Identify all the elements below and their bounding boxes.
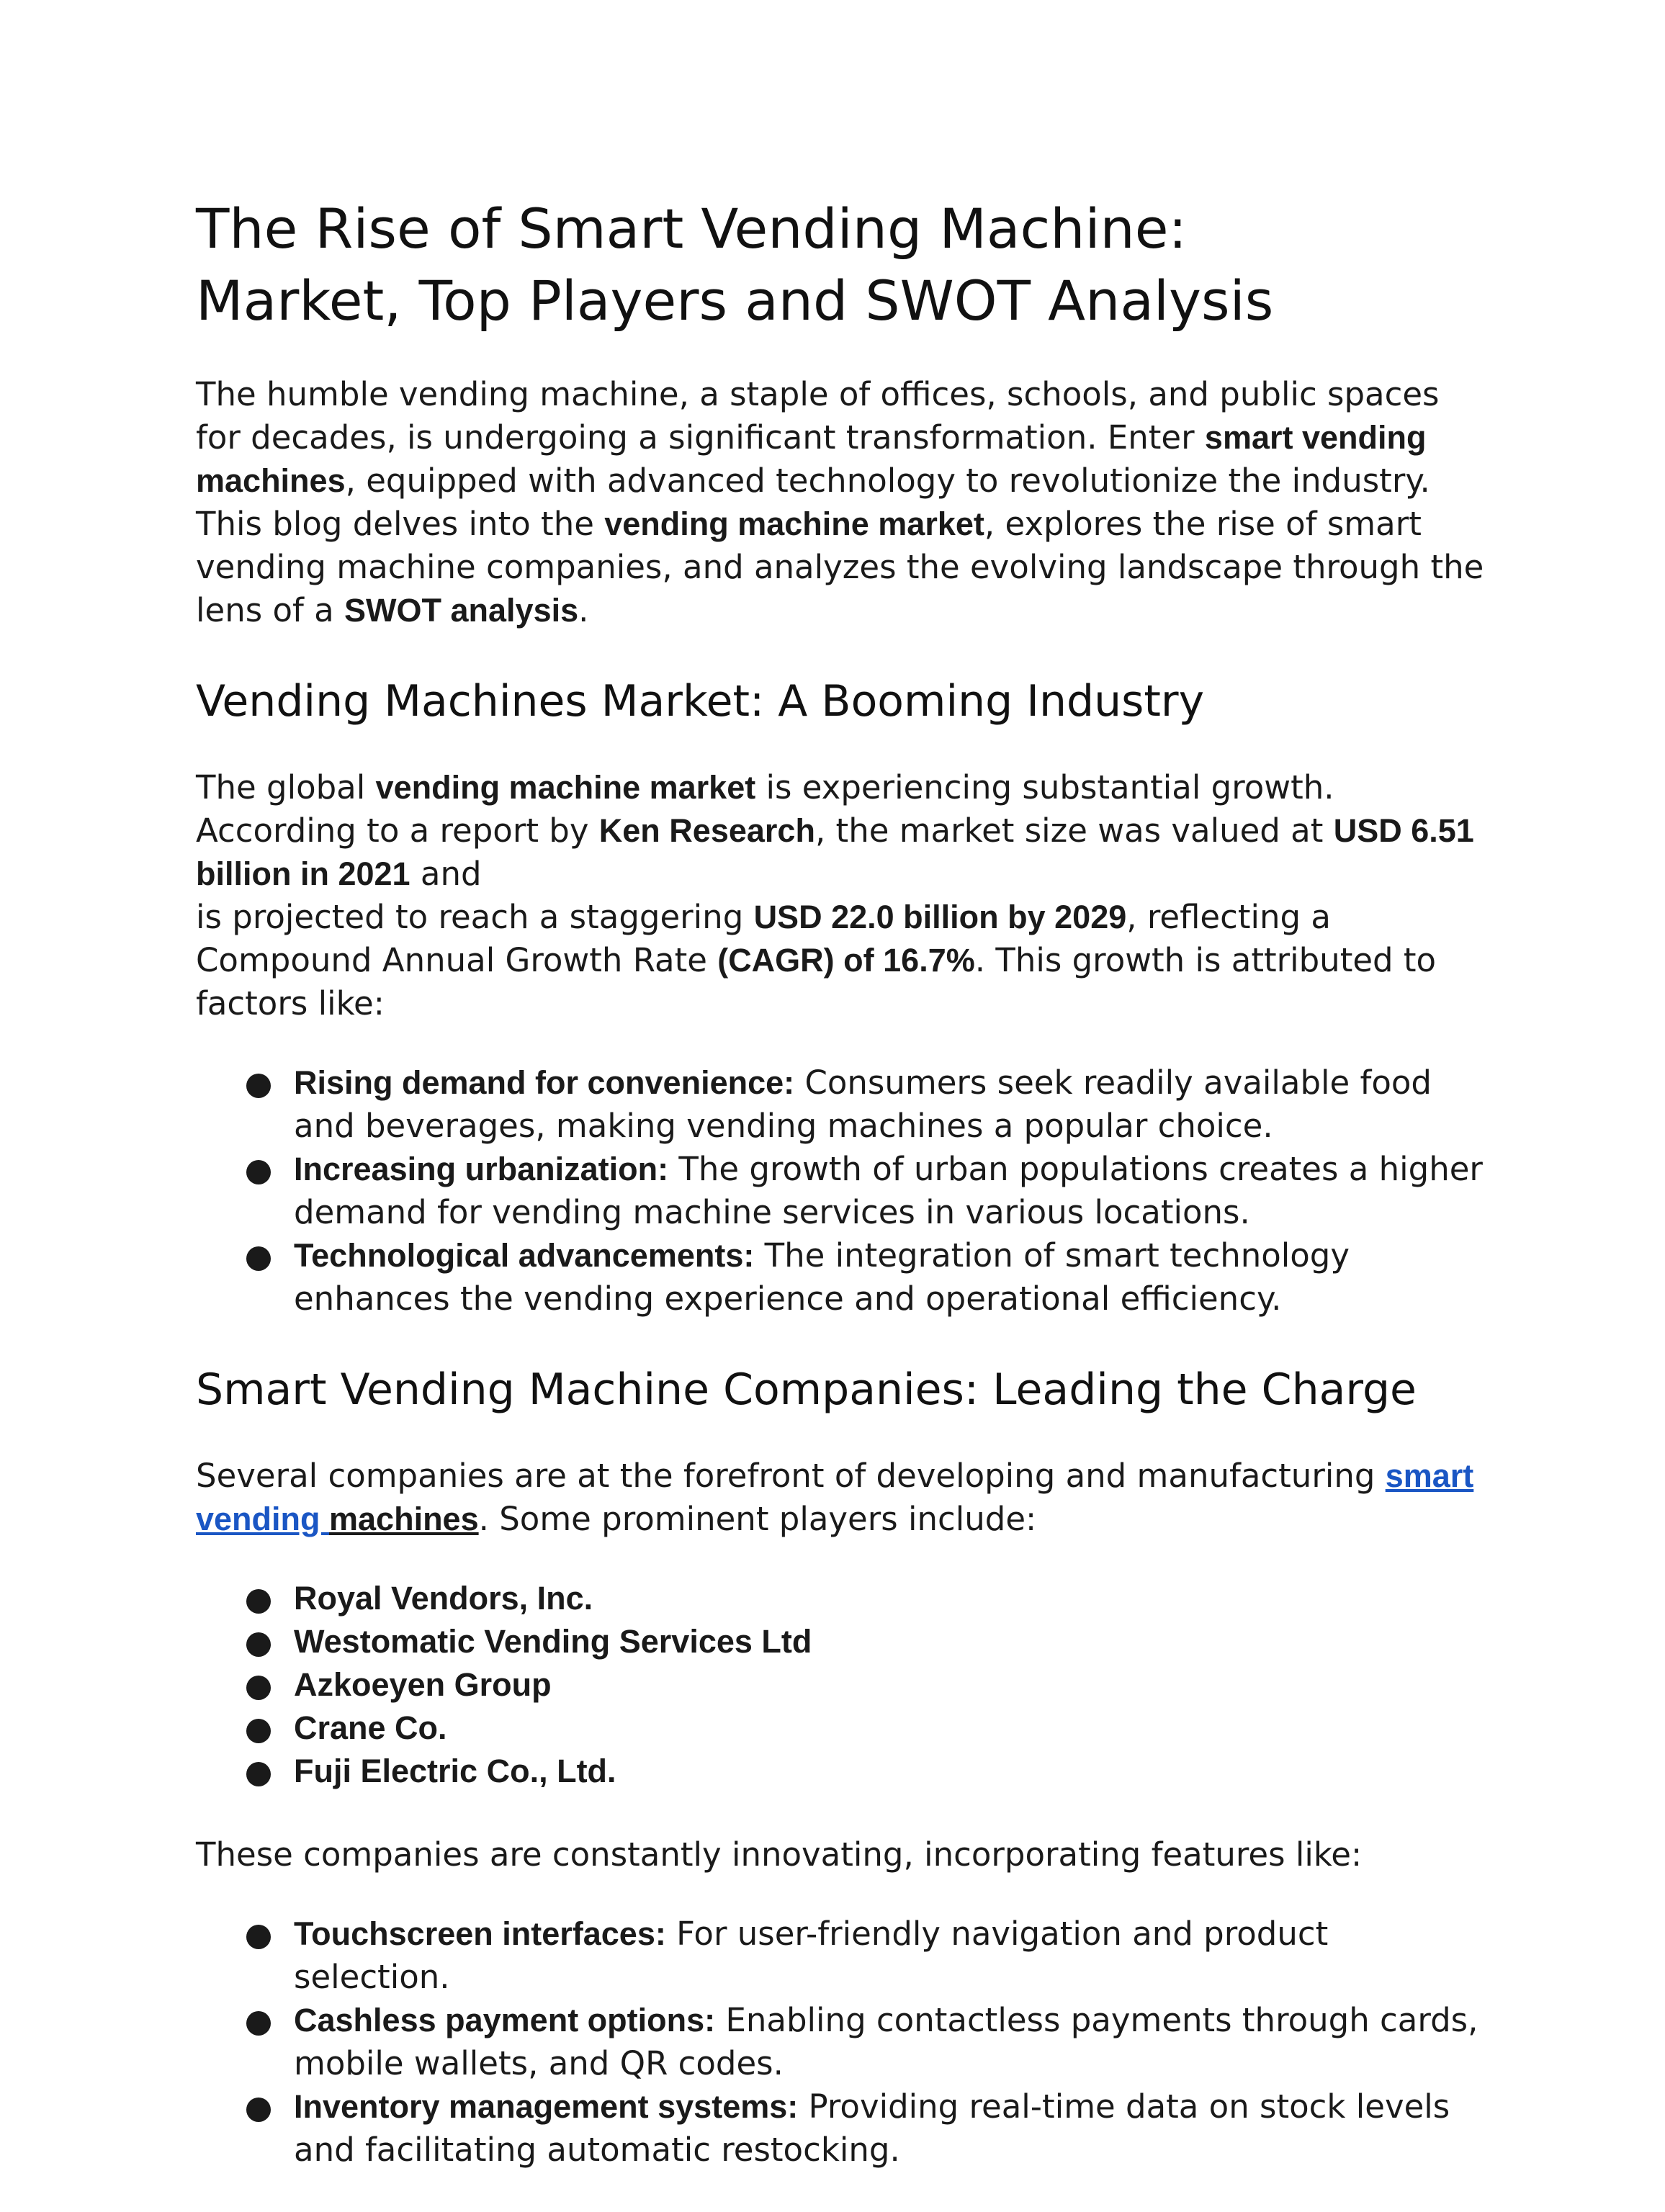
intro-text-2: , equipped with advanced technology to revolutionize the industry. This blog delves into the bbox=[196, 462, 1430, 543]
title-line-1: The Rise of Smart Vending Machine: bbox=[196, 197, 1188, 261]
feature-label: Inventory management systems: bbox=[294, 2088, 799, 2125]
list-item bbox=[196, 1234, 1492, 1321]
list-item bbox=[196, 1663, 1492, 1707]
intro-bold-3: SWOT analysis bbox=[344, 592, 579, 629]
bullet-icon bbox=[246, 1160, 271, 1184]
player-name: Royal Vendors, Inc. bbox=[294, 1580, 593, 1617]
market-heading: Vending Machines Market: A Booming Industry bbox=[196, 676, 1205, 727]
market-text-6: , reflecting a Compound Annual Growth Rate bbox=[196, 898, 1331, 979]
companies-paragraph bbox=[196, 1455, 1492, 1541]
players-list bbox=[196, 1577, 1492, 1793]
list-item bbox=[196, 1061, 1492, 1148]
intro-bold-1: smart vending machines bbox=[196, 419, 1427, 499]
title-line-2: Market, Top Players and SWOT Analysis bbox=[196, 269, 1274, 333]
market-bold-2: Ken Research bbox=[598, 812, 815, 849]
market-text-2: is experiencing substantial growth. According to a report by bbox=[196, 768, 1334, 850]
bullet-icon bbox=[246, 1762, 271, 1786]
market-bold-5: (CAGR) of 16.7% bbox=[717, 942, 975, 979]
market-bold-3: USD 6.51 billion in 2021 bbox=[196, 812, 1474, 892]
document-page bbox=[196, 193, 1492, 2212]
intro-bold-2: vending machine market bbox=[604, 505, 984, 542]
list-item bbox=[196, 1707, 1492, 1750]
bullet-icon bbox=[246, 1589, 271, 1614]
machines-link[interactable]: machines bbox=[329, 1501, 479, 1537]
player-name: Azkoeyen Group bbox=[294, 1666, 552, 1703]
intro-text-3: , explores the rise of smart vending machine companies, and analyzes the evolving landscape through the lens of a bbox=[196, 505, 1484, 629]
market-text-3: , the market size was valued at bbox=[814, 811, 1334, 850]
bullet-icon bbox=[246, 1719, 271, 1743]
bullet-icon bbox=[246, 1246, 271, 1271]
bullet-icon bbox=[246, 1676, 271, 1700]
bullet-icon bbox=[246, 1074, 271, 1098]
companies-text-2: . Some prominent players include: bbox=[478, 1500, 1037, 1538]
bullet-icon bbox=[246, 2098, 271, 2122]
market-bold-4: USD 22.0 billion by 2029 bbox=[753, 899, 1127, 935]
list-item bbox=[196, 1750, 1492, 1793]
features-list bbox=[196, 1912, 1492, 2172]
feature-text: For user-friendly navigation and product selection. bbox=[294, 1915, 1329, 1996]
factor-text: Consumers seek readily available food and beverages, making vending machines a popular choice. bbox=[294, 1064, 1432, 1145]
list-item bbox=[196, 1999, 1492, 2085]
list-item bbox=[196, 1620, 1492, 1663]
list-item bbox=[196, 1912, 1492, 1999]
growth-factors-list bbox=[196, 1061, 1492, 1321]
bullet-icon bbox=[246, 1632, 271, 1657]
factor-label: Rising demand for convenience: bbox=[294, 1064, 795, 1101]
companies-heading: Smart Vending Machine Companies: Leading the Charge bbox=[196, 1364, 1417, 1415]
companies-text-1: Several companies are at the forefront of developing and manufacturing bbox=[196, 1457, 1386, 1495]
intro-text-1: The humble vending machine, a staple of offices, schools, and public spaces for decades, is undergoing a significant transformation. Enter bbox=[196, 375, 1440, 457]
feature-label: Cashless payment options: bbox=[294, 2002, 716, 2038]
list-item bbox=[196, 1577, 1492, 1620]
page-title bbox=[196, 193, 1492, 337]
market-bold-1: vending machine market bbox=[375, 769, 756, 806]
feature-label: Touchscreen interfaces: bbox=[294, 1915, 666, 1952]
intro-paragraph bbox=[196, 373, 1492, 632]
market-text-4: and bbox=[410, 855, 482, 893]
market-paragraph bbox=[196, 766, 1492, 1025]
factor-label: Technological advancements: bbox=[294, 1237, 755, 1274]
player-name: Crane Co. bbox=[294, 1709, 447, 1746]
player-name: Fuji Electric Co., Ltd. bbox=[294, 1753, 616, 1789]
factor-label: Increasing urbanization: bbox=[294, 1151, 669, 1187]
player-name: Westomatic Vending Services Ltd bbox=[294, 1623, 812, 1660]
intro-text-4: . bbox=[578, 591, 589, 629]
market-text-5: is projected to reach a staggering bbox=[196, 898, 754, 936]
feature-text: Providing real-time data on stock levels and facilitating automatic restocking. bbox=[294, 2087, 1450, 2169]
list-item bbox=[196, 1148, 1492, 1234]
market-text-1: The global bbox=[196, 768, 376, 806]
list-item bbox=[196, 2085, 1492, 2172]
market-text-7: . This growth is attributed to factors like: bbox=[196, 941, 1437, 1022]
feature-text: Enabling contactless payments through cards, mobile wallets, and QR codes. bbox=[294, 2001, 1478, 2082]
bullet-icon bbox=[246, 2011, 271, 2036]
bullet-icon bbox=[246, 1925, 271, 1949]
smart-vending-link[interactable]: smart vending bbox=[196, 1457, 1474, 1537]
factor-text: The growth of urban populations creates a higher demand for vending machine services in various locations. bbox=[294, 1150, 1483, 1231]
factor-text: The integration of smart technology enhances the vending experience and operational efficiency. bbox=[294, 1236, 1350, 1318]
features-intro: These companies are constantly innovating, incorporating features like: bbox=[196, 1835, 1363, 1874]
